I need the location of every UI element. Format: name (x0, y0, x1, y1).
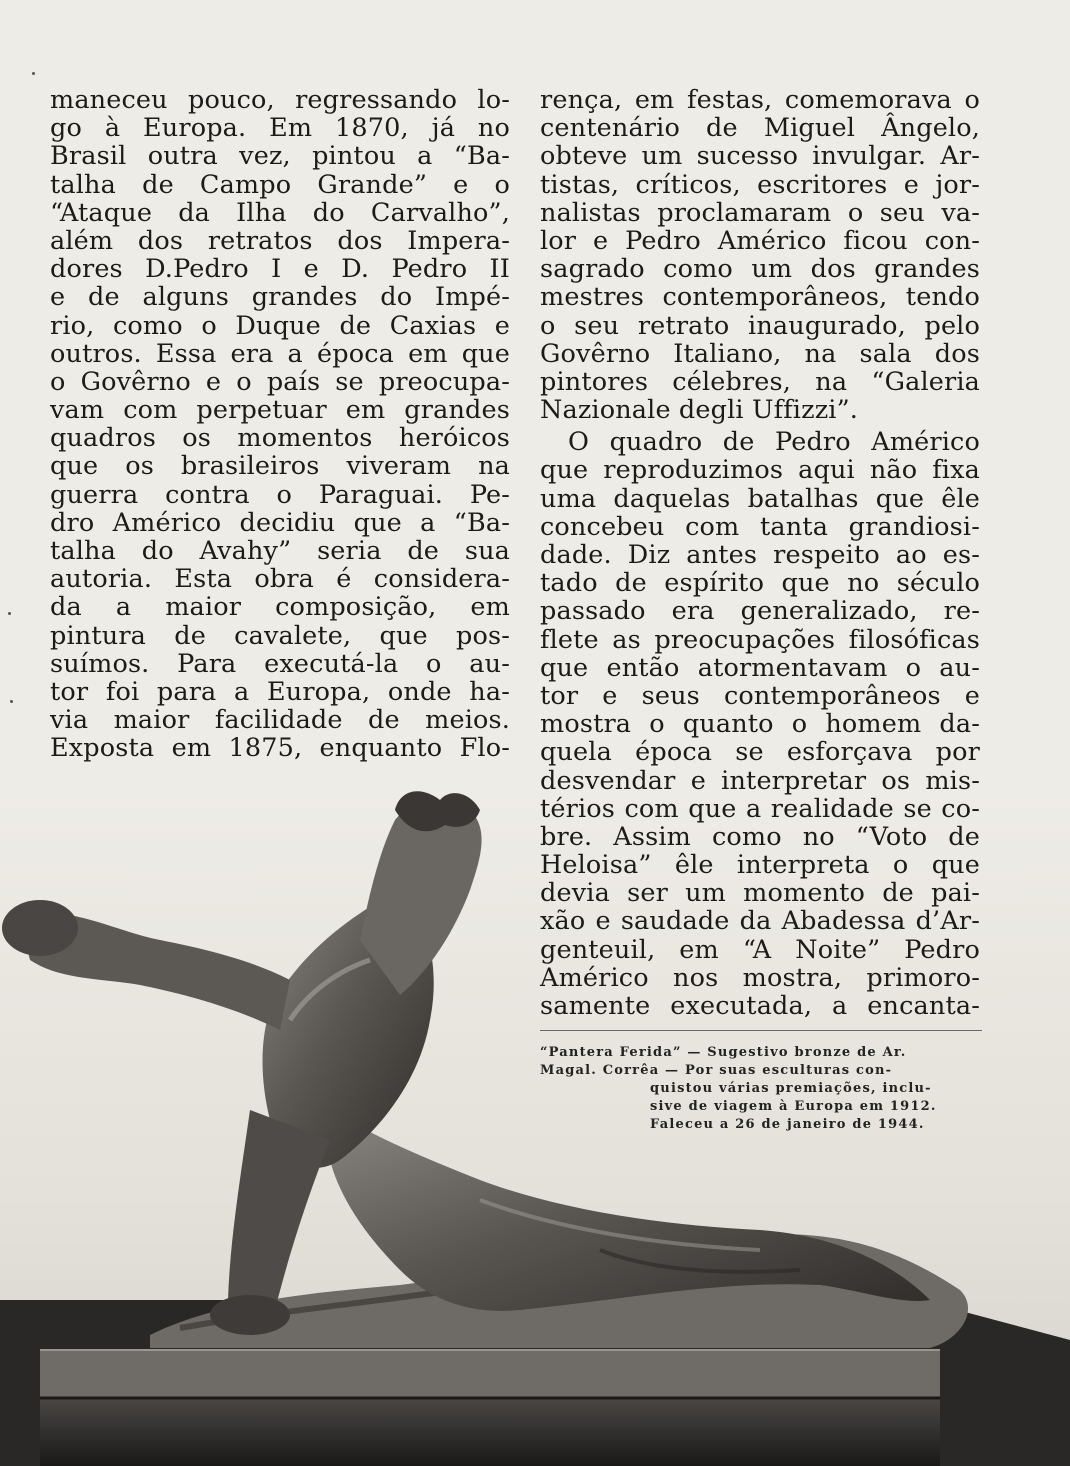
text-line: quela época se esforçava por (540, 737, 980, 768)
text-line: talha de Campo Grande” e o (50, 169, 510, 200)
text-line: outros. Essa era a época em que (50, 338, 510, 369)
pedestal-top-face (40, 1350, 940, 1398)
photo-caption-line: “Pantera Ferida” — Sugestivo bronze de Ar. (540, 1045, 907, 1060)
text-line: dores D.Pedro I e D. Pedro II (50, 254, 510, 285)
text-line: desvendar e interpretar os mis- (540, 765, 980, 796)
text-line: Heloisa” êle interpreta o que (540, 850, 980, 881)
text-line: Exposta em 1875, enquanto Flo- (50, 733, 510, 764)
text-line: suímos. Para executá-la o au- (50, 648, 510, 679)
text-line: que então atormentavam o au- (540, 652, 980, 683)
text-line: quadros os momentos heróicos (50, 423, 510, 454)
text-line: nalistas proclamaram o seu va- (540, 197, 980, 228)
text-line: da a maior composição, em (50, 592, 510, 623)
text-line: talha do Avahy” seria de sua (50, 536, 510, 566)
text-line: e de alguns grandes do Impé- (50, 282, 510, 313)
photo-caption-line: quistou várias premiações, inclu- (650, 1081, 932, 1096)
panther-front-paw (210, 1295, 290, 1335)
text-line: lor e Pedro Américo ficou con- (540, 225, 980, 256)
text-line: devia ser um momento de pai- (540, 878, 980, 909)
text-line: dro Américo decidiu que a “Ba- (50, 507, 510, 538)
text-line: o seu retrato inaugurado, pelo (540, 310, 980, 341)
text-line: Nazionale degli Uffizzi”. (540, 395, 859, 426)
text-line: tado de espírito que no século (540, 568, 980, 599)
text-line: o Govêrno e o país se preocupa- (50, 366, 510, 397)
text-line: que reproduzimos aqui não fixa (540, 455, 980, 486)
text-line: passado era generalizado, re- (540, 596, 980, 627)
text-line: vam com perpetuar em grandes (50, 395, 510, 426)
text-line: samente executada, a encanta- (540, 991, 980, 1021)
text-line: O quadro de Pedro Américo (568, 427, 980, 458)
text-line: pintores célebres, na “Galeria (540, 366, 980, 397)
text-line: dade. Diz antes respeito ao es- (540, 540, 980, 570)
text-line: que os brasileiros viveram na (50, 451, 510, 482)
text-line: tor e seus contemporâneos e (540, 680, 980, 711)
text-line: bre. Assim como no “Voto de (540, 821, 980, 852)
panther-raised-paw (2, 900, 78, 956)
text-line: maneceu pouco, regressando lo- (50, 85, 510, 115)
text-line: “Ataque da Ilha do Carvalho”, (50, 197, 510, 228)
caption-divider (540, 1030, 982, 1031)
print-speck (10, 700, 13, 703)
text-line: genteuil, em “A Noite” Pedro (540, 934, 980, 965)
text-line: guerra contra o Paraguai. Pe- (50, 479, 510, 510)
photo-caption-line: sive de viagem à Europa em 1912. (650, 1099, 937, 1114)
article-left-column (50, 86, 510, 763)
text-line: go à Europa. Em 1870, já no (50, 113, 510, 144)
text-line: flete as preocupações filosóficas (540, 624, 980, 655)
text-line: tor foi para a Europa, onde ha- (50, 676, 510, 707)
text-line: concebeu com tanta grandiosi- (540, 511, 980, 542)
text-line: autoria. Esta obra é considera- (50, 564, 510, 595)
text-line: Govêrno Italiano, na sala dos (540, 338, 980, 369)
text-line: centenário de Miguel Ângelo, (540, 113, 980, 144)
print-speck (8, 612, 11, 615)
text-line: mostra o quanto o homem da- (540, 709, 980, 740)
text-line: térios com que a realidade se co- (540, 793, 980, 824)
text-line: pintura de cavalete, que pos- (50, 620, 510, 651)
text-line: obteve um sucesso invulgar. Ar- (540, 141, 980, 172)
text-line: via maior facilidade de meios. (50, 705, 510, 736)
article-right-column (540, 86, 980, 1020)
print-speck (32, 72, 35, 75)
pedestal-front-face (40, 1398, 940, 1466)
text-line: rença, em festas, comemorava o (540, 85, 980, 115)
photo-caption-line: Faleceu a 26 de janeiro de 1944. (650, 1117, 925, 1132)
text-line: tistas, críticos, escritores e jor- (540, 169, 980, 200)
text-line: sagrado como um dos grandes (540, 254, 980, 285)
text-line: xão e saudade da Abadessa d’Ar- (540, 906, 980, 937)
photo-caption-line: Magal. Corrêa — Por suas esculturas con- (540, 1063, 893, 1078)
text-line: mestres contemporâneos, tendo (540, 282, 980, 313)
text-line: rio, como o Duque de Caxias e (50, 310, 510, 341)
text-line: além dos retratos dos Impera- (50, 225, 510, 256)
text-line: uma daquelas batalhas que êle (540, 483, 980, 514)
text-line: Américo nos mostra, primoro- (540, 962, 980, 993)
text-line: Brasil outra vez, pintou a “Ba- (50, 141, 510, 172)
